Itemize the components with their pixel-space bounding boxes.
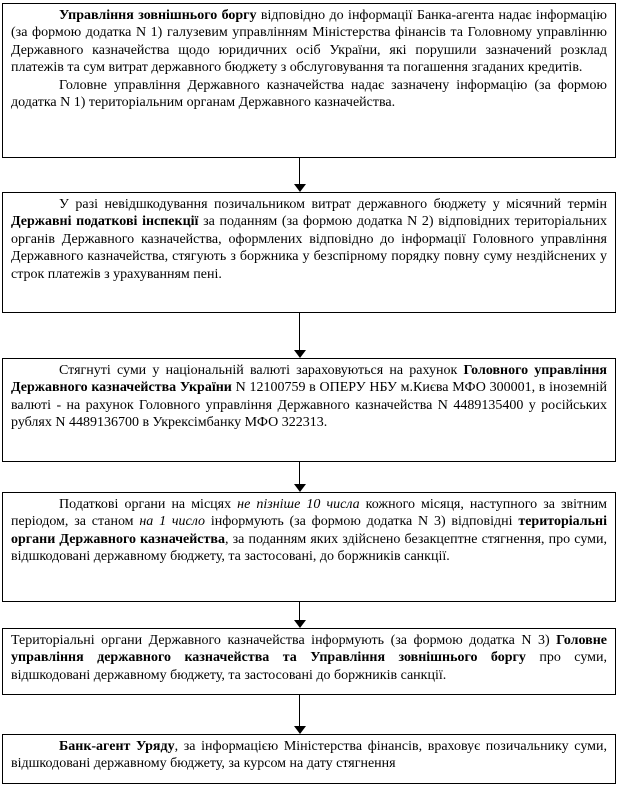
arrow-4 (294, 602, 306, 628)
step-3-box (2, 358, 616, 462)
step-5-emphasis: Головне управління державного казначейства та Управління зовнішнього боргу (11, 633, 607, 666)
step-4-text-2: кожного місяця, наступного за звітним періодом, за станом (11, 497, 608, 530)
step-4-box (2, 492, 616, 602)
step-1-box (2, 3, 616, 158)
step-3-text-1: Стягнуті суми у національній валюті зараховуються на рахунок (59, 363, 464, 378)
step-2-emphasis: Державні податкові інспекції (11, 214, 199, 230)
step-3-paragraph (11, 362, 607, 432)
step-6-text: , за інформацією Міністерства фінансів, враховує позичальнику суми, відшкодовані державному бюджету, за курсом на дату стягнення (11, 739, 607, 772)
step-2-box (2, 192, 616, 313)
step-6-box (2, 734, 616, 784)
step-4-paragraph (11, 496, 607, 566)
step-1-paragraph-1 (11, 7, 607, 77)
step-5-box (2, 628, 616, 695)
step-3-emphasis: Головного управління Державного казначейства України (11, 363, 607, 396)
arrow-5 (294, 695, 306, 734)
step-2-paragraph (11, 196, 607, 283)
step-1-emphasis: Управління зовнішнього боргу (59, 8, 257, 23)
step-4-emphasis: територіальні органи Державного казначейства (11, 514, 607, 547)
step-5-paragraph (11, 632, 607, 684)
step-5-text-2: про суми, відшкодовані державному бюджету, та застосовані до боржників санкції. (11, 650, 607, 683)
step-1-text: відповідно до інформації Банка-агента надає інформацію (за формою додатка N 1) галузевим управлінням Міністерства фінансів та Головному управлінню Державного казначейства щодо юридичних осіб України, які порушили зазначений розклад платежів та сум витрат державного бюджету з обслуговування та погашення згаданих кредитів. (11, 8, 607, 76)
step-6-paragraph (11, 738, 607, 773)
step-4-deadline: не пізніше 10 числа (237, 497, 360, 512)
step-4-date: на 1 число (139, 514, 206, 530)
step-4-text-4: , за поданням яких здійснено безакцептне стягнення, про суми, відшкодовані державному бюджету, та застосовані, до боржників санкції. (11, 531, 608, 565)
step-1-paragraph-2: Головне управління Державного казначейства надає зазначену інформацію (за формою додатка N 1) територіальним органам Державного казначейства. (11, 77, 607, 111)
step-4-text-1: Податкові органи на місцях (59, 497, 238, 512)
step-2-text-2: за поданням (за формою додатка N 2) відповідних територіальних органів Державного казначейства, оформлених відповідно до інформації Головного управління Державного казначейства, стягують з боржника у безспірному порядку повну суму нездійснених у строк платежів з урахуванням пені. (11, 214, 607, 282)
step-4-text-3: інформують (за формою додатка N 3) відповідні (205, 514, 519, 530)
arrow-2 (294, 313, 306, 358)
step-2-text-1: У разі невідшкодування позичальником витрат державного бюджету у місячний термін (59, 197, 607, 212)
arrow-3 (294, 462, 306, 492)
step-6-emphasis: Банк-агент Уряду (59, 739, 175, 754)
step-5-text-1: Територіальні органи Державного казначейства інформують (за формою додатка N 3) (11, 633, 557, 648)
arrow-1 (294, 158, 306, 192)
step-3-text-2: N 12100759 в ОПЕРУ НБУ м.Києва МФО 300001, в іноземній валюті - на рахунок Головного управління Державного казначейства N 4489135400 у російських рублях N 4489136700 в Укрексімбанку МФО 322313. (11, 380, 608, 431)
